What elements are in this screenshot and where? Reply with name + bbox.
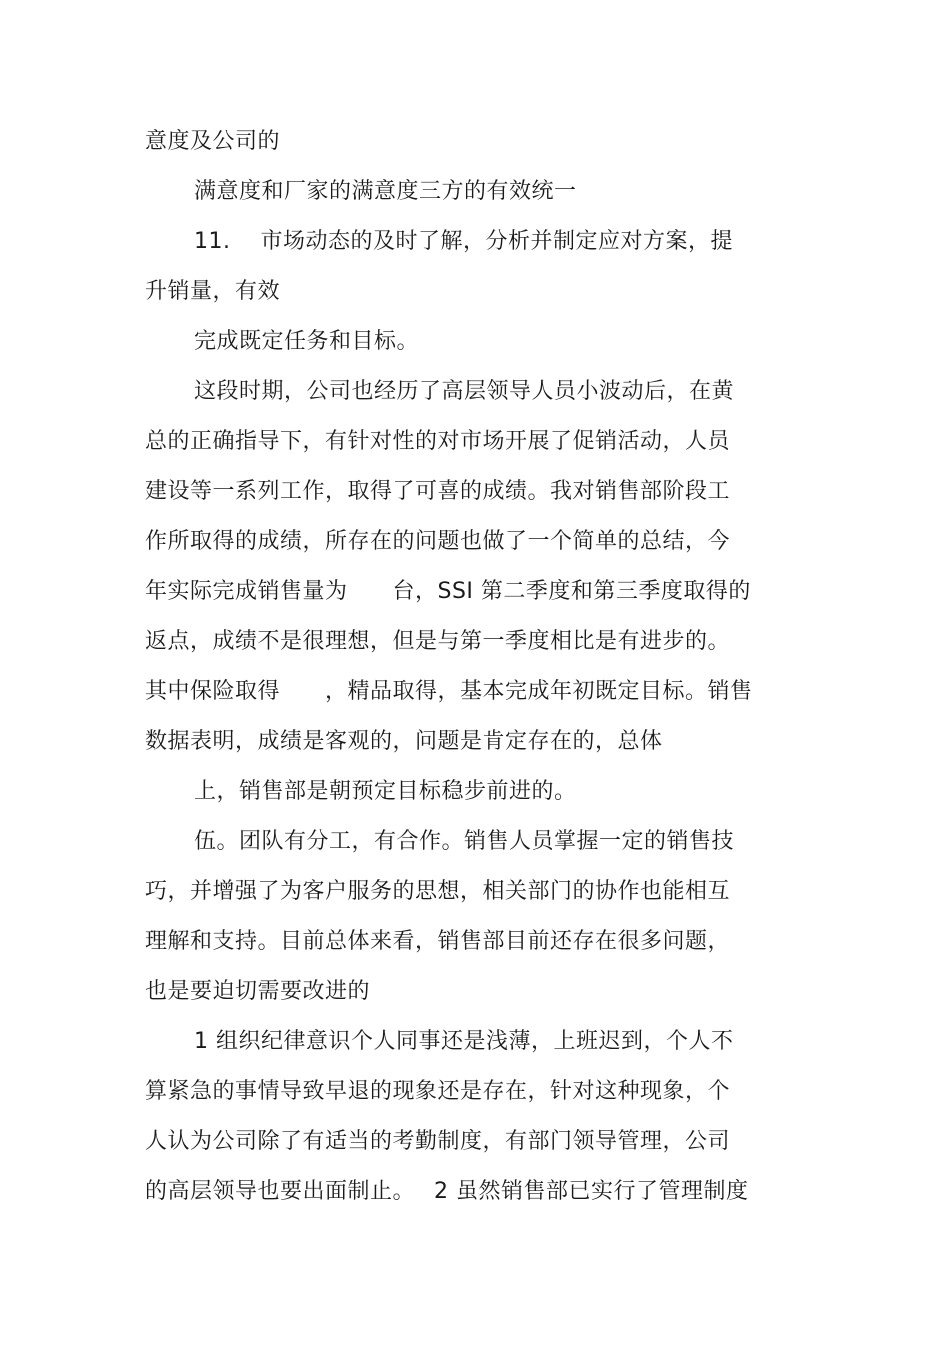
text-line: 总的正确指导下，有针对性的对市场开展了促销活动，人员 [145, 429, 731, 454]
text-line: 完成既定任务和目标。 [194, 329, 420, 354]
text-line: 11. 市场动态的及时了解，分析并制定应对方案，提 [194, 229, 733, 254]
text-line: 巧，并增强了为客户服务的思想，相关部门的协作也能相互 [145, 879, 731, 904]
text-line: 满意度和厂家的满意度三方的有效统一 [194, 179, 577, 204]
text-line: 作所取得的成绩，所存在的问题也做了一个简单的总结，今 [145, 529, 731, 554]
text-line: 伍。团队有分工，有合作。销售人员掌握一定的销售技 [194, 829, 735, 854]
text-line: 的高层领导也要出面制止。 2 虽然销售部已实行了管理制度 [145, 1179, 749, 1204]
text-line: 其中保险取得 ，精品取得，基本完成年初既定目标。销售 [145, 679, 753, 704]
text-line: 上，销售部是朝预定目标稳步前进的。 [194, 779, 577, 804]
text-line: 这段时期，公司也经历了高层领导人员小波动后，在黄 [194, 379, 735, 404]
text-line: 也是要迫切需要改进的 [145, 979, 371, 1004]
text-line: 返点，成绩不是很理想，但是与第一季度相比是有进步的。 [145, 629, 731, 654]
text-line: 建设等一系列工作，取得了可喜的成绩。我对销售部阶段工 [145, 479, 731, 504]
text-line: 数据表明，成绩是客观的，问题是肯定存在的，总体 [145, 729, 663, 754]
text-line: 升销量，有效 [145, 279, 281, 304]
text-line: 人认为公司除了有适当的考勤制度，有部门领导管理，公司 [145, 1129, 731, 1154]
text-line: 理解和支持。目前总体来看，销售部目前还存在很多问题， [145, 929, 731, 954]
text-line: 1 组织纪律意识个人同事还是浅薄，上班迟到，个人不 [194, 1029, 734, 1054]
text-line: 算紧急的事情导致早退的现象还是存在，针对这种现象，个 [145, 1079, 731, 1104]
text-line: 意度及公司的 [145, 129, 281, 154]
text-line: 年实际完成销售量为 台，SSI 第二季度和第三季度取得的 [145, 579, 751, 604]
